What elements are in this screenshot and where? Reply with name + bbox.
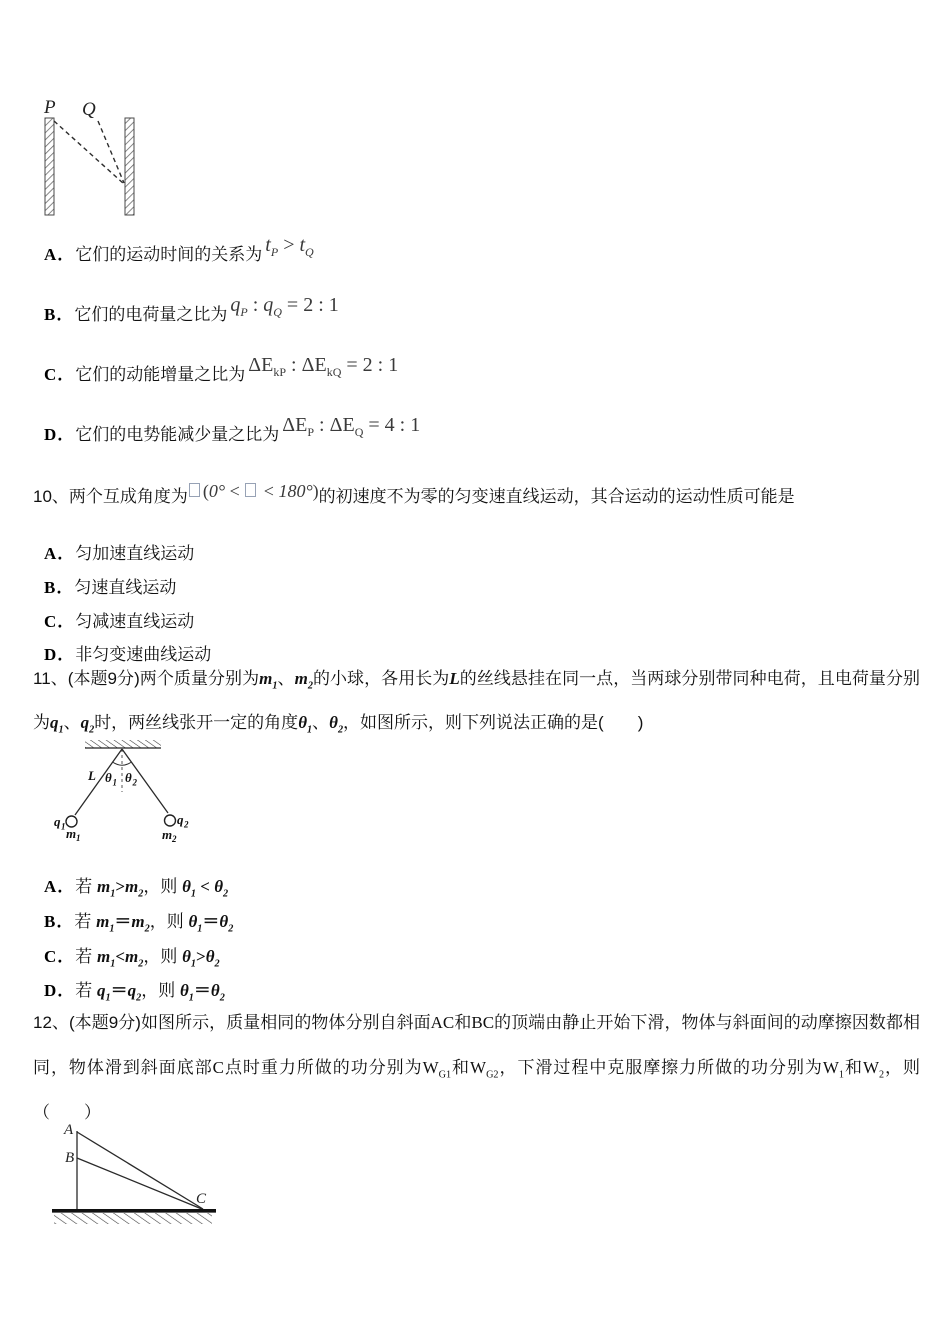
- q11-option-b: [44, 911, 233, 933]
- option-letter: B．: [44, 578, 75, 597]
- ceiling-hatching: [85, 740, 161, 748]
- q10-option-b: [44, 577, 176, 599]
- label-q2-sub: 2: [184, 819, 189, 830]
- label-theta1-sub: 1: [112, 777, 117, 788]
- q10-angle-formula: (0° < < 180°): [188, 481, 319, 501]
- option-letter: C．: [44, 947, 76, 966]
- q11-option-d: [44, 980, 225, 1002]
- ground-hatching: [54, 1213, 212, 1224]
- q11-intro: 11、(本题9分)两个质量分别为$m_1$、$m_2$的小球，各用长为L的丝线悬挂在同一点，当两球分别带同种电荷，且电荷量分别为$q_1$、$q_2$时，两丝线张开一定的角度$\theta_1$、$\theta_2$，如图所示，则下列说法正确的是( ): [33, 669, 921, 736]
- option-text: 非匀变速曲线运动: [75, 645, 212, 664]
- option-letter: C．: [44, 612, 76, 631]
- label-theta2: θ: [125, 770, 132, 785]
- incline-bc-line: [77, 1158, 203, 1210]
- right-plate: [125, 118, 134, 215]
- option-text: 它们的电势能减少量之比为: [75, 425, 280, 444]
- q9-option-c: [44, 354, 399, 386]
- label-c: C: [196, 1191, 207, 1207]
- option-text: 匀速直线运动: [74, 578, 177, 597]
- label-m1-sub: 1: [76, 833, 81, 843]
- label-q1-sub: 1: [61, 821, 66, 832]
- q9-option-a: [44, 234, 314, 266]
- option-letter: D．: [44, 645, 76, 664]
- q11-option-a: [44, 876, 228, 898]
- label-theta2-sub: 2: [132, 777, 137, 788]
- label-m1: m: [66, 826, 77, 841]
- label-theta1: θ: [105, 770, 112, 785]
- option-letter: A．: [44, 544, 76, 563]
- label-q2: q: [177, 812, 184, 827]
- label-q: Q: [82, 99, 96, 120]
- option-letter: C．: [44, 365, 76, 384]
- q11-option-c: [44, 946, 220, 968]
- incline-ac-line: [77, 1132, 203, 1209]
- trajectory-q-dashed-line: [98, 121, 124, 183]
- option-text: 匀减速直线运动: [75, 612, 195, 631]
- label-p: P: [44, 97, 56, 118]
- label-q1: q: [54, 814, 61, 829]
- option-letter: B．: [44, 912, 75, 931]
- label-m2: m: [162, 827, 173, 842]
- option-text: 匀加速直线运动: [75, 544, 195, 563]
- option-formula: $t_P > t_Q$: [265, 234, 314, 259]
- option-letter: A．: [44, 877, 76, 896]
- label-string-length: L: [88, 768, 96, 783]
- option-letter: B．: [44, 305, 75, 324]
- q10-pre-text: 10、两个互成角度为: [33, 487, 188, 506]
- label-m2-sub: 2: [172, 834, 177, 843]
- option-letter: A．: [44, 245, 76, 264]
- option-text: 若 $m_1<m_2$，则 $\theta_1>\theta_2$: [75, 947, 220, 970]
- option-text: 若 $m_1>m_2$，则 $\theta_1 < \theta_2$: [75, 877, 229, 900]
- option-text: 它们的电荷量之比为: [74, 305, 228, 324]
- q12-figure-incline: [40, 1118, 250, 1233]
- label-a: A: [64, 1122, 74, 1138]
- q9-option-b: [44, 294, 339, 326]
- trajectory-p-dashed-line: [54, 121, 124, 184]
- option-text: 它们的运动时间的关系为: [75, 245, 263, 264]
- ball-m2: [165, 815, 176, 826]
- q12-intro: 12、(本题9分)如图所示，质量相同的物体分别自斜面AC和BC的顶端由静止开始下滑，物体与斜面间的动摩擦因数都相同，物体滑到斜面底部C点时重力所做的功分别为$W_{G1}$和$W_{G2}$，下滑过程中克服摩擦力所做的功分别为$W_1$和$W_2$，则（ ）: [33, 1013, 921, 1122]
- option-text: 若 $q_1=q_2$，则 $\theta_1=\theta_2$: [75, 981, 225, 1004]
- q10-option-a: [44, 543, 194, 565]
- left-plate: [45, 118, 54, 215]
- q9-figure-parallel-plates: [40, 95, 140, 220]
- q10-intro: [33, 481, 795, 509]
- q9-option-d: [44, 414, 421, 446]
- q10-option-c: [44, 611, 194, 633]
- option-formula: $\Delta E_{kP}$ : $\Delta E_{kQ} = 2$ : 1: [248, 354, 399, 379]
- option-letter: D．: [44, 981, 76, 1000]
- q11-figure-pendulum: [40, 738, 200, 843]
- option-formula: $q_P$ : $q_Q = 2$ : 1: [230, 294, 339, 319]
- option-text: 它们的动能增量之比为: [75, 365, 246, 384]
- label-b: B: [65, 1150, 75, 1166]
- q10-post-text: 的初速度不为零的匀变速直线运动，其合运动的运动性质可能是: [318, 487, 795, 506]
- option-formula: $\Delta E_P$ : $\Delta E_Q = 4$ : 1: [282, 414, 421, 439]
- option-text: 若 $m_1=m_2$，则 $\theta_1=\theta_2$: [74, 912, 234, 935]
- option-letter: D．: [44, 425, 76, 444]
